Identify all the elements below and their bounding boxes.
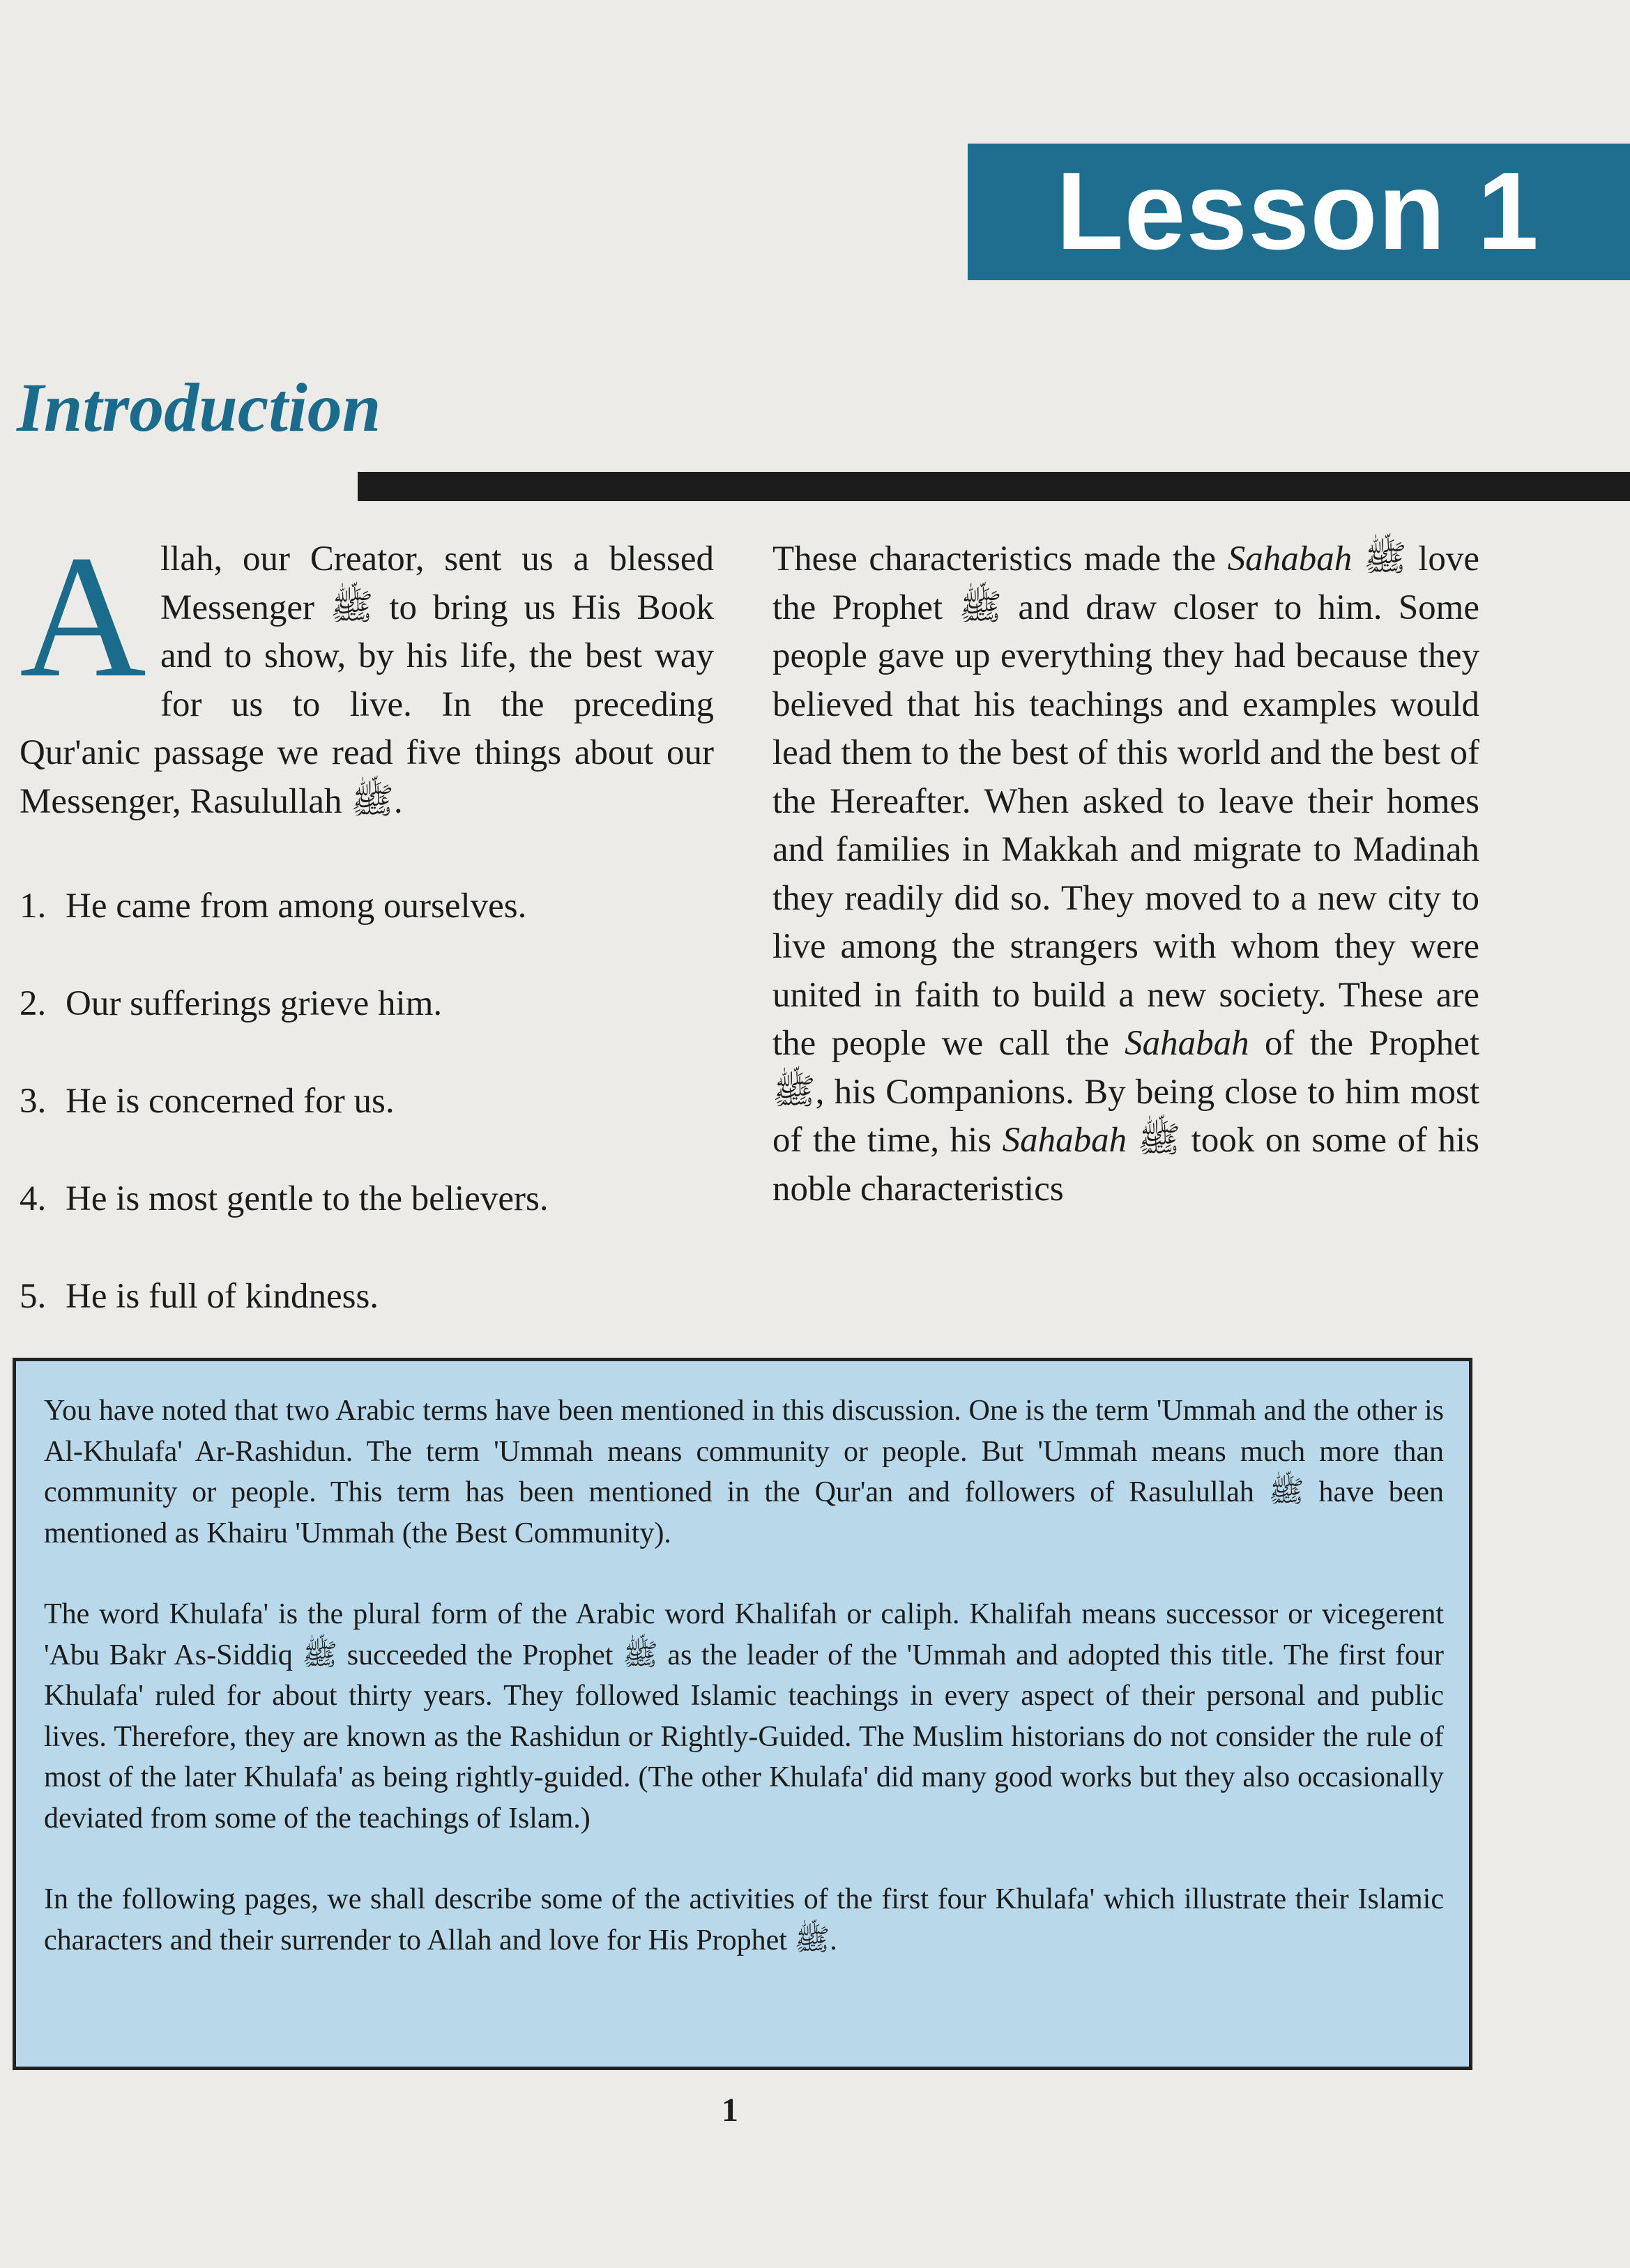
list-item: 3. He is concerned for us. xyxy=(20,1082,395,1121)
intro-paragraph xyxy=(20,519,714,826)
drop-cap: A xyxy=(20,519,146,714)
note-paragraph-khulafa: The word Khulafa' is the plural form of the Arabic word Khalifah or caliph. Khalifah means successor or vicegerent 'Abu Bakr As-Siddiq ﷺ succeeded the Prophet ﷺ as the leader of the 'Ummah and adopted this title. The first four Khulafa' ruled for about thirty years. They followed Islamic teachings in every aspect of their personal and public lives. Therefore, they are known as the Rashidun or Rightly-Guided. The Muslim historians do not consider the rule of most of the later Khulafa' as being rightly-guided. (The other Khulafa' did many good works but they also occasionally deviated from some of the teachings of Islam.) xyxy=(44,1598,1444,1834)
intro-paragraph-text: llah, our Creator, sent us a blessed Messenger ﷺ to bring us His Book and to show, by his life, the best way for us to live. In the preceding Qur'anic passage we read five things about our Messenger, Rasulullah ﷺ. xyxy=(20,539,714,821)
heading-rule xyxy=(358,472,1630,501)
note-paragraph-ummah: You have noted that two Arabic terms have been mentioned in this discussion. One is the term 'Ummah and the other is Al-Khulafa' Ar-Rashidun. The term 'Ummah means community or people. But 'Ummah means much more than community or people. This term has been mentioned in the Qur'an and followers of Rasulullah ﷺ have been mentioned as Khairu 'Ummah (the Best Community). xyxy=(44,1395,1444,1549)
list-item: 5. He is full of kindness. xyxy=(20,1277,379,1316)
list-item: 1. He came from among ourselves. xyxy=(20,887,527,926)
list-item: 4. He is most gentle to the believers. xyxy=(20,1179,549,1218)
list-item: 2. Our sufferings grieve him. xyxy=(20,984,443,1023)
arabic-terms-note xyxy=(13,1358,1472,2070)
sahabah-paragraph: These characteristics made the Sahabah ﷺ love the Prophet ﷺ and draw closer to him. Some people gave up everything they had because they believed that his teachings and examples would lead them to the best of this world and the best of the Hereafter. When asked to leave their homes and families in Makkah and migrate to Madinah they readily did so. They moved to a new city to live among the strangers with whom they were united in faith to build a new society. These are the people we call the Sahabah of the Prophet ﷺ, his Companions. By being close to him most of the time, his Sahabah ﷺ took on some of his noble characteristics xyxy=(772,539,1480,1209)
page-number: 1 xyxy=(722,2092,738,2129)
introduction-heading: Introduction xyxy=(17,369,381,446)
lesson-title: Lesson 1 xyxy=(1056,150,1539,273)
note-paragraph-following: In the following pages, we shall describe some of the activities of the first four Khulafa' which illustrate their Islamic characters and their surrender to Allah and love for His Prophet ﷺ. xyxy=(44,1883,1444,1956)
